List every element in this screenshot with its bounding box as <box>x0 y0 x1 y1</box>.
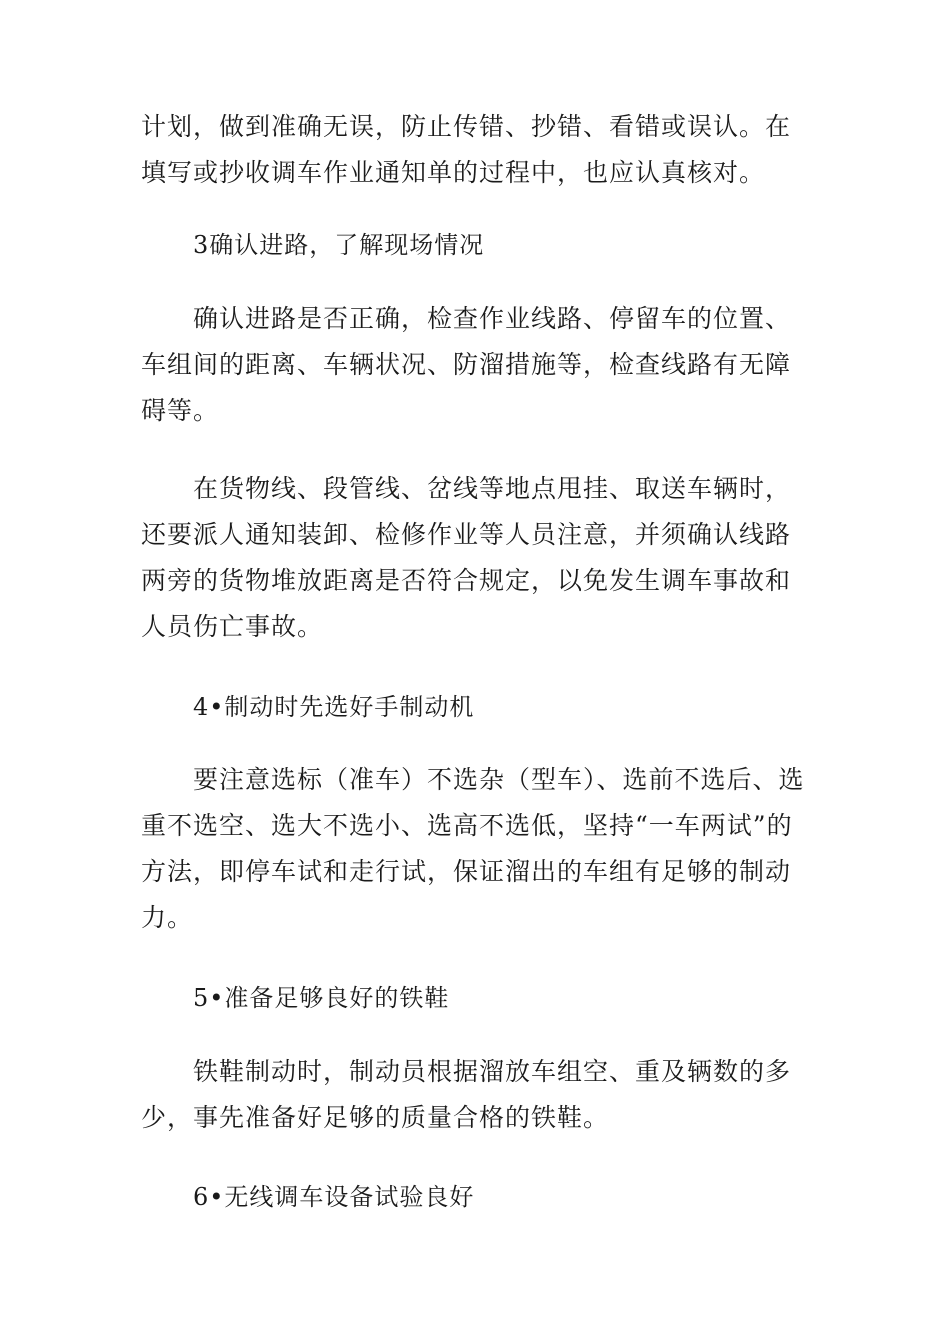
heading-hand-brake: 4•制动时先选好手制动机 <box>193 693 475 721</box>
heading-confirm-route: 3确认进路，了解现场情况 <box>193 231 485 259</box>
paragraph-hand-brake: 要注意选标（准车）不选杂（型车）、选前不选后、选重不选空、选大不选小、选高不选低，坚持“一车两试”的方法，即停车试和走行试，保证溜出的车组有足够的制动力。 <box>141 765 805 932</box>
paragraph-freight-line: 在货物线、段管线、岔线等地点甩挂、取送车辆时，还要派人通知装卸、检修作业等人员注意，并须确认线路两旁的货物堆放距离是否符合规定，以免发生调车事故和人员伤亡事故。 <box>141 474 792 641</box>
paragraph-confirm-route: 确认进路是否正确，检查作业线路、停留车的位置、车组间的距离、车辆状况、防溜措施等，检查线路有无障碍等。 <box>141 304 792 425</box>
heading-radio-equipment: 6•无线调车设备试验良好 <box>193 1183 475 1211</box>
paragraph-plan-check: 计划，做到准确无误，防止传错、抄错、看错或误认。在填写或抄收调车作业通知单的过程中，也应认真核对。 <box>141 112 792 187</box>
paragraph-iron-shoes: 铁鞋制动时，制动员根据溜放车组空、重及辆数的多少，事先准备好足够的质量合格的铁鞋。 <box>141 1057 792 1132</box>
heading-iron-shoes: 5•准备足够良好的铁鞋 <box>193 984 450 1012</box>
